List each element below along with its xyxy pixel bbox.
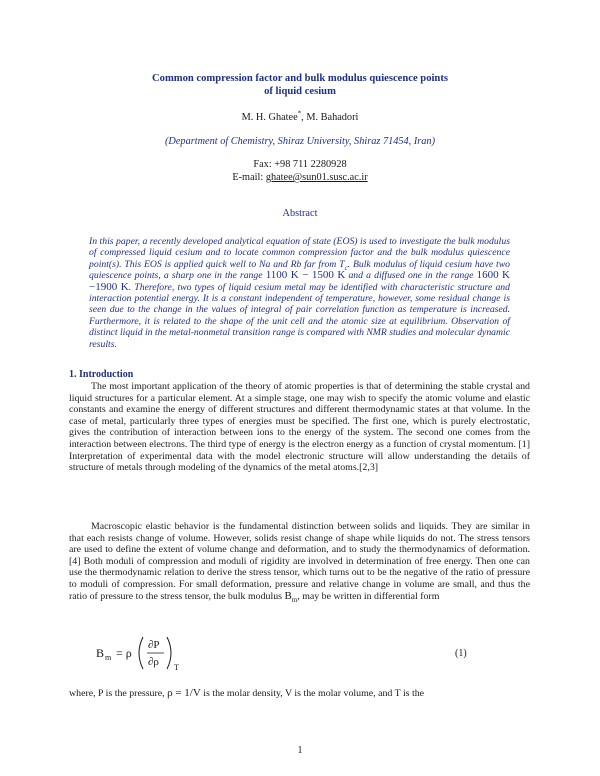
title-line-1: Common compression factor and bulk modulus quiescence points: [152, 73, 448, 84]
equation-number: (1): [455, 648, 467, 659]
eq-numerator: ∂P: [148, 639, 160, 651]
title-line-2: of liquid cesium: [264, 86, 336, 97]
author-2: , M. Bahadori: [301, 112, 359, 123]
abstract-text: In this paper, a recently developed analytical equation of state (EOS) is used to investigate the bulk modulus of compressed liquid cesium and to locate common compression factor and the bulk modulus quiescence point(s). This EOS is applied quick well to Na and Rb far from $T_c$. Bulk modulus of liquid cesium have two quiescence points, a sharp one in the range 1100 K − 1500 K and a diffused one in the range 1600 K −1900 K. Therefore, two types of liquid cesium metal may be identified with characteristic structure and interaction potential energy. It is a constant independent of temperature, however, some residual change is seen due to the change in the values of integral of pair correlation function as temperature is increased. Furthermore, it is related to the shape of the unit cell and the atomic size at equilibrium. Observation of distinct liquid in the metal-nonmetal transition range is compared with NMR studies and molecular dynamic results.: [89, 236, 511, 350]
paper-title: [0, 72, 600, 98]
corresponding-mark: *: [297, 109, 302, 118]
bm-subscript: m: [291, 595, 298, 604]
rho-definition: ρ = 1/V: [167, 687, 201, 699]
eq-lhs: B: [96, 646, 105, 660]
fax: Fax: +98 711 2280928: [253, 159, 347, 170]
author-1: M. H. Ghatee: [241, 112, 298, 123]
equation-1: [94, 633, 234, 673]
email-label: E-mail:: [232, 172, 266, 183]
tc-subscript: c: [344, 263, 348, 272]
section-heading: 1. Introduction: [69, 369, 134, 380]
bm-symbol: B: [284, 589, 292, 602]
right-paren: [167, 637, 171, 669]
eq-lhs-sub: m: [105, 653, 112, 662]
authors: [0, 109, 600, 124]
intro-paragraph-2: Macroscopic elastic behavior is the fundamental distinction between solids and liquids. They are similar in that each resists change of volume. However, solids resist change of shape while liquids do not. The stress tensors are used to define the extent of volume change and deformation, and to study the thermodynamics of deformation.[4] Both moduli of compression and moduli of rigidity are involved in determination of free energy. Then one can use the thermodynamic relation to derive the stress tensor, which turns out to be the negative of the ratio of pressure to moduli of compression. For small deformation, pressure and relative change in volume are small, and thus the ratio of pressure to the stress tensor, the bulk modulus $B_m$, may be written in differential form: [69, 521, 530, 604]
where-line: where, P is the pressure, ρ = 1/V is the molar density, V is the molar volume, and T is the: [69, 687, 425, 699]
page-number: 1: [297, 745, 303, 756]
abstract-heading: Abstract: [282, 208, 318, 219]
affiliation: (Department of Chemistry, Shiraz University, Shiraz 71454, Iran): [165, 136, 435, 147]
eq-equals-rho: = ρ: [116, 646, 132, 660]
email-link[interactable]: ghatee@sun01.susc.ac.ir: [265, 172, 368, 183]
eq-subscript: T: [174, 663, 179, 672]
intro-paragraph-1: The most important application of the theory of atomic properties is that of determining the stable crystal and liquid structures for a particular element. At a simple stage, one may wish to specify the atomic volume and elastic constants and examine the energy of different structures and different thermodynamic states at that volume. In the case of metal, particularly three types of energies must be specified. The first one, which is purely electrostatic, gives the contribution of interaction between ions to the energy of the system. The second one comes from the interaction between electrons. The third type of energy is the electron energy as a function of crystal momentum. [1] Interpretation of experimental data with the model electronic structure will allow understanding the details of structure of metals through modeling of the dynamics of the metal atoms.[2,3]: [69, 381, 530, 474]
eq-denominator: ∂ρ: [148, 656, 159, 668]
email-line: [0, 172, 600, 184]
range-1: 1100 K − 1500 K: [265, 269, 346, 282]
left-paren: [139, 637, 143, 669]
range-2: 1600 K −1900 K: [89, 269, 510, 293]
